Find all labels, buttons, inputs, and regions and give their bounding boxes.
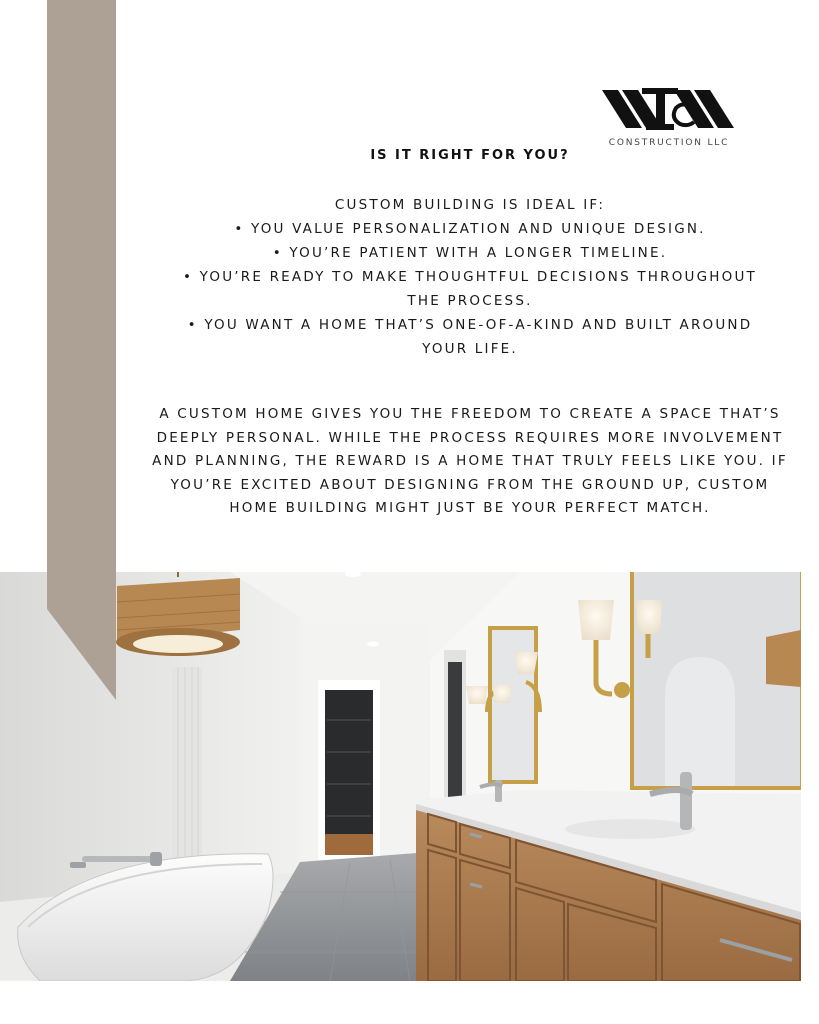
logo-mark xyxy=(598,86,740,134)
bathroom-illustration xyxy=(0,572,801,981)
bathroom-photo xyxy=(0,572,801,981)
list-item: • YOU WANT A HOME THAT’S ONE-OF-A-KIND AND BUILT AROUND YOUR LIFE. xyxy=(187,317,753,357)
list-item: • YOU’RE PATIENT WITH A LONGER TIMELINE. xyxy=(272,245,668,261)
logo-caption: CONSTRUCTION LLC xyxy=(608,138,730,148)
closing-paragraph: A CUSTOM HOME GIVES YOU THE FREEDOM TO CREATE A SPACE THAT’S DEEPLY PERSONAL. WHILE THE PROCESS REQUIRES MORE INVOLVEMENT AND PLANNING, THE REWARD IS A HOME THAT TRULY FEELS LIKE YOU. IF YOU’RE EXCITED ABOUT DESIGNING FROM THE GROUND UP, CUSTOM HOME BUILDING MIGHT JUST BE YOUR PERFECT MATCH. xyxy=(152,406,788,517)
list-lead: CUSTOM BUILDING IS IDEAL IF: xyxy=(334,197,606,213)
section-heading: IS IT RIGHT FOR YOU? xyxy=(370,148,570,163)
list-item: • YOU’RE READY TO MAKE THOUGHTFUL DECISIONS THROUGHOUT THE PROCESS. xyxy=(183,269,757,309)
list-item: • YOU VALUE PERSONALIZATION AND UNIQUE DESIGN. xyxy=(234,221,706,237)
company-logo xyxy=(598,86,740,152)
ideal-if-list xyxy=(150,193,790,361)
decorative-ribbon xyxy=(47,0,116,700)
